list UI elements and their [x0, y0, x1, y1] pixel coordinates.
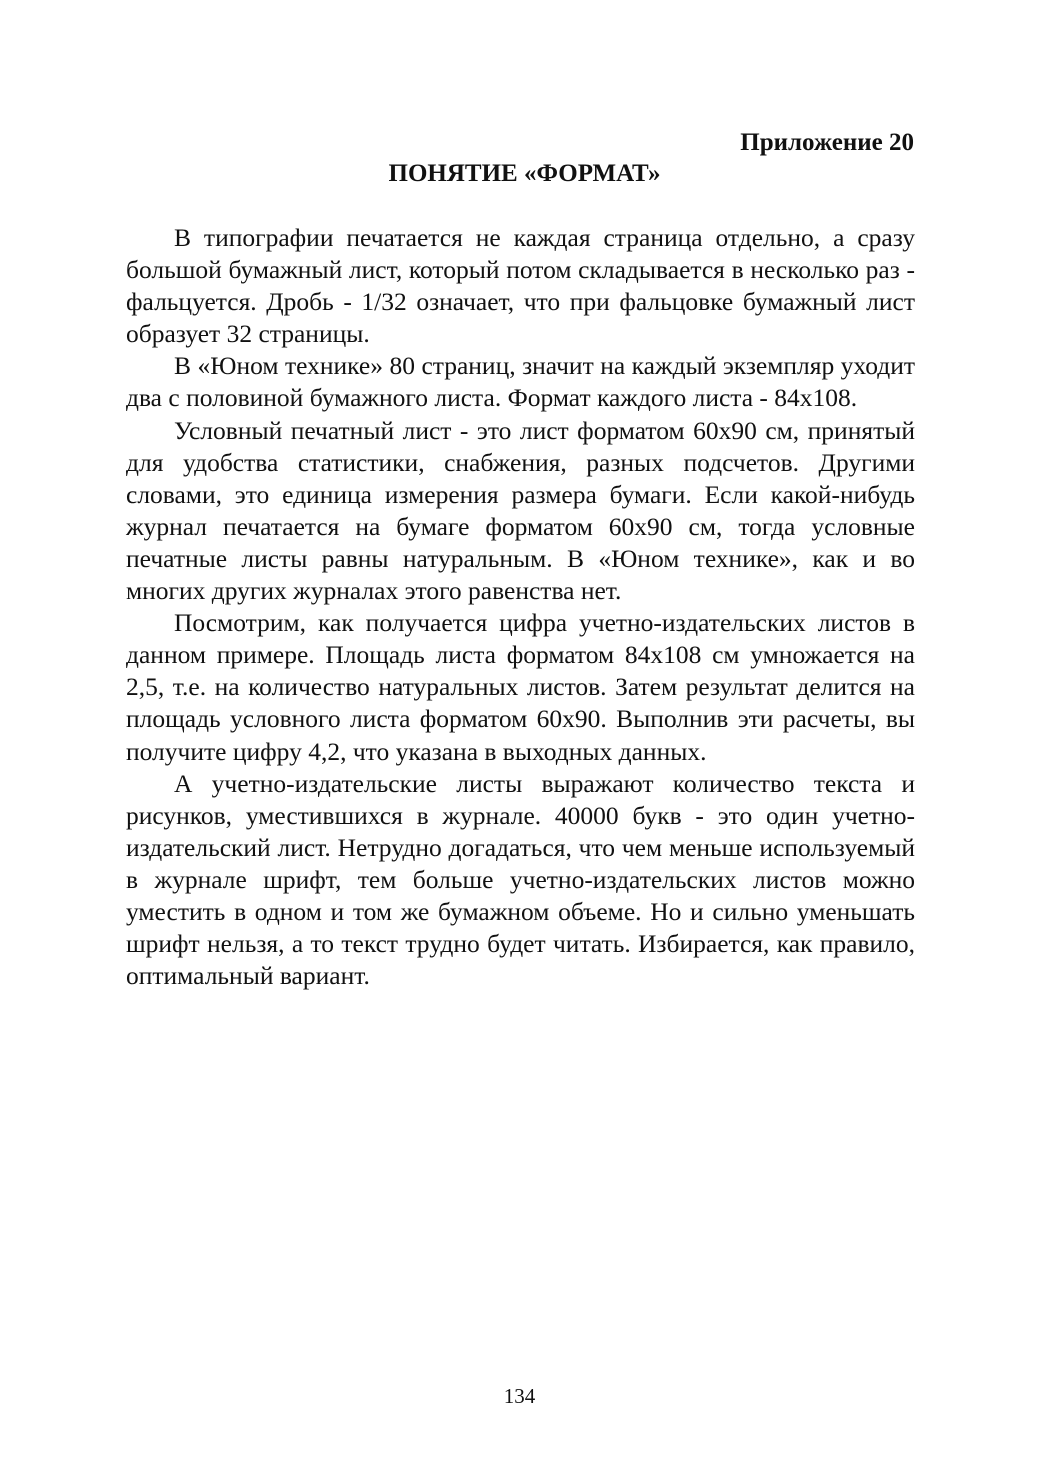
paragraph: А учетно-издательские листы выражают количество текста и рисунков, уместившихся в журнале. 40000 букв - это один учетно-издательский лист. Нетрудно догадаться, что чем меньше используемый в журнале шрифт, тем больше учетно-издательских листов можно уместить в одном и том же бумажном объеме. Но и сильно уменьшать шрифт нельзя, а то текст трудно будет читать. Избирается, как правило, оптимальный вариант.: [126, 768, 915, 991]
paragraph: Условный печатный лист - это лист форматом 60x90 см, принятый для удобства статистики, снабжения, разных подсчетов. Другими словами, это единица измерения размера бумаги. Если какой-нибудь журнал печатается на бумаге форматом 60x90 см, тогда условные печатные листы равны натуральным. В «Юном технике», как и во многих других журналах этого равенства нет.: [126, 415, 915, 606]
paragraph: В типографии печатается не каждая страница отдельно, а сразу большой бумажный лист, который потом складывается в несколько раз - фальцуется. Дробь - 1/32 означает, что при фальцовке бумажный лист образует 32 страницы.: [126, 223, 915, 349]
page-title: ПОНЯТИЕ «ФОРМАТ»: [388, 160, 661, 187]
appendix-label: Приложение 20: [740, 129, 914, 156]
paragraph: В «Юном технике» 80 страниц, значит на каждый экземпляр уходит два с половиной бумажного листа. Формат каждого листа - 84x108.: [126, 351, 915, 413]
page-number: 134: [503, 1384, 536, 1408]
paragraph: Посмотрим, как получается цифра учетно-издательских листов в данном примере. Площадь листа форматом 84x108 см умножается на 2,5, т.е. на количество натуральных листов. Затем результат делится на площадь условного листа форматом 60x90. Выполнив эти расчеты, вы получите цифру 4,2, что указана в выходных данных.: [126, 608, 915, 766]
body-text: [126, 222, 915, 992]
